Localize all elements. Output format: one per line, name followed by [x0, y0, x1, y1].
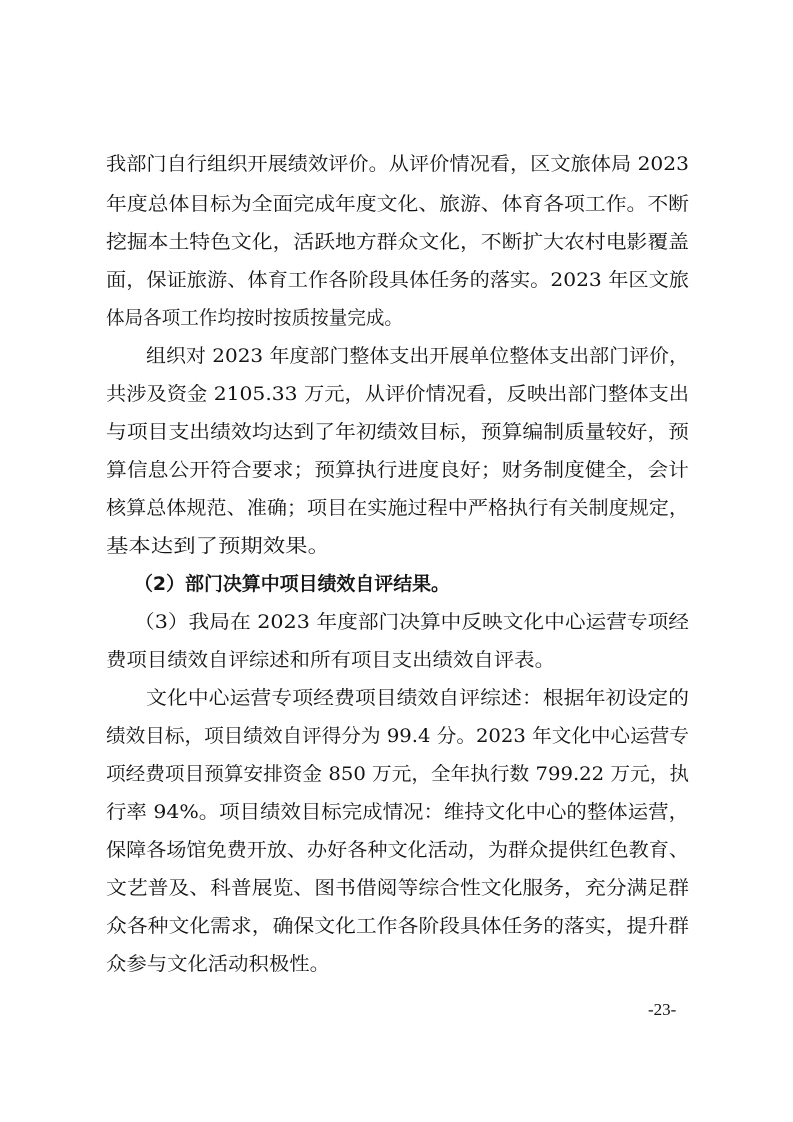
- text-line: 项经费项目预算安排资金 850 万元，全年执行数 799.22 万元，执: [106, 763, 689, 785]
- text-line: 基本达到了预期效果。: [106, 535, 330, 557]
- text-line: 行率 94%。项目绩效目标完成情况：维持文化中心的整体运营，: [106, 801, 689, 823]
- text-line: 众参与文化活动积极性。: [106, 953, 330, 975]
- text-line: 面，保证旅游、体育工作各阶段具体任务的落实。2023 年区文旅: [106, 269, 689, 291]
- text-line: 挖掘本土特色文化，活跃地方群众文化，不断扩大农村电影覆盖: [106, 231, 689, 253]
- text-line: 组织对 2023 年度部门整体支出开展单位整体支出部门评价，: [146, 345, 689, 367]
- text-line: 文化中心运营专项经费项目绩效自评综述：根据年初设定的: [146, 687, 689, 709]
- text-line: 费项目绩效自评综述和所有项目支出绩效自评表。: [106, 649, 555, 671]
- section-heading: （2）部门决算中项目绩效自评结果。: [134, 573, 450, 595]
- text-line: 算信息公开符合要求；预算执行进度良好；财务制度健全，会计: [106, 459, 689, 481]
- text-line: 文艺普及、科普展览、图书借阅等综合性文化服务，充分满足群: [106, 877, 689, 899]
- text-line: 共涉及资金 2105.33 万元，从评价情况看，反映出部门整体支出: [106, 383, 689, 405]
- text-line: 我部门自行组织开展绩效评价。从评价情况看，区文旅体局 2023: [106, 153, 689, 175]
- text-line: 与项目支出绩效均达到了年初绩效目标，预算编制质量较好，预: [106, 421, 689, 443]
- page-number: -23-: [648, 1000, 677, 1019]
- text-line: （3）我局在 2023 年度部门决算中反映文化中心运营专项经: [134, 611, 689, 633]
- text-line: 体局各项工作均按时按质按量完成。: [106, 307, 403, 329]
- text-line: 年度总体目标为全面完成年度文化、旅游、体育各项工作。不断: [106, 193, 689, 215]
- text-line: 保障各场馆免费开放、办好各种文化活动，为群众提供红色教育、: [106, 839, 689, 861]
- text-line: 众各种文化需求，确保文化工作各阶段具体任务的落实，提升群: [106, 915, 689, 937]
- text-line: 绩效目标，项目绩效自评得分为 99.4 分。2023 年文化中心运营专: [106, 725, 689, 747]
- text-line: 核算总体规范、准确；项目在实施过程中严格执行有关制度规定，: [106, 497, 689, 519]
